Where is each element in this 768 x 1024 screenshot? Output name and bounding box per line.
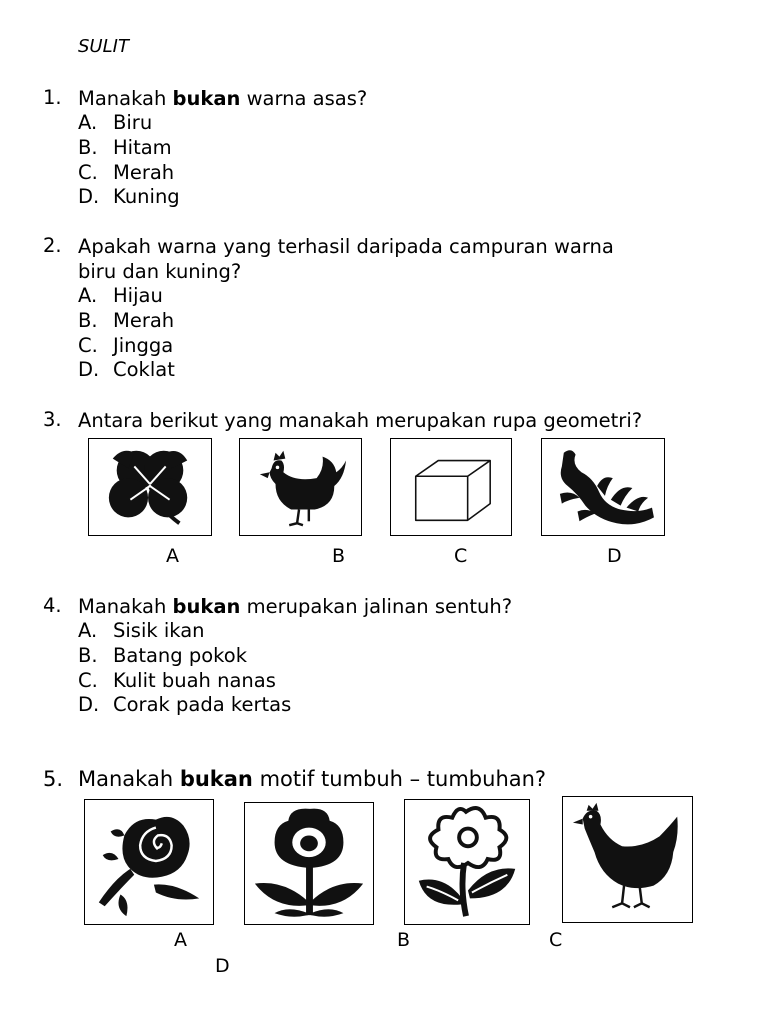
image-box-5c [404, 799, 530, 925]
option-1d: D. Kuning [78, 185, 180, 209]
option-2c: C. Jingga [78, 333, 174, 357]
question-4 [78, 594, 512, 718]
rooster-icon [240, 439, 361, 535]
option-2d: D. Coklat [78, 358, 175, 382]
option-1b: B. Hitam [78, 135, 172, 159]
image-box-5d [562, 796, 693, 923]
coral-branch-icon [542, 439, 664, 535]
image-box-3d [541, 438, 665, 536]
image-label-5b: B [397, 929, 411, 951]
image-box-5a [84, 799, 214, 925]
image-box-3a [88, 438, 212, 536]
image-label-5a: A [174, 929, 187, 951]
image-label-3d: D [607, 545, 622, 567]
option-2b: B. Merah [78, 308, 175, 332]
clover-leaf-icon [89, 439, 211, 535]
question-4-bold: bukan [172, 595, 241, 618]
daisy-flower-icon [405, 800, 529, 924]
image-label-3c: C [454, 545, 468, 567]
option-1c: C. Merah [78, 160, 175, 184]
question-1-text: Manakah bukan warna asas? [78, 87, 368, 110]
question-1-number: 1. [43, 86, 62, 109]
question-4-text: Manakah bukan merupakan jalinan sentuh? [78, 595, 513, 618]
question-2-text-line2: biru dan kuning? [78, 260, 242, 283]
image-label-5c: C [549, 929, 563, 951]
image-box-3b [239, 438, 362, 536]
image-label-3b: B [332, 545, 346, 567]
question-5-bold: bukan [179, 767, 253, 791]
hen-icon [563, 797, 692, 922]
image-label-5d: D [215, 955, 230, 977]
question-3-text: Antara berikut yang manakah merupakan rupa geometri? [78, 409, 643, 432]
tulip-flower-icon [245, 803, 373, 924]
question-4-number: 4. [43, 594, 62, 617]
cube-icon [391, 439, 511, 535]
rose-icon [85, 800, 213, 924]
question-2 [78, 234, 614, 383]
image-box-5b [244, 802, 374, 925]
question-1-bold: bukan [172, 87, 241, 110]
question-3-number: 3. [43, 408, 62, 431]
question-5-text: Manakah bukan motif tumbuh – tumbuhan? [78, 767, 547, 791]
image-label-3a: A [166, 545, 179, 567]
header-label: SULIT [78, 36, 129, 57]
option-4d: D. Corak pada kertas [78, 693, 292, 717]
option-1a: A. Biru [78, 111, 153, 134]
option-4a: A. Sisik ikan [78, 619, 205, 642]
question-2-number: 2. [43, 234, 62, 257]
question-5-number: 5. [43, 767, 64, 791]
question-2-text-line1: Apakah warna yang terhasil daripada campuran warna [78, 235, 614, 258]
option-4c: C. Kulit buah nanas [78, 668, 276, 692]
option-4b: B. Batang pokok [78, 643, 247, 667]
option-2a: A. Hijau [78, 284, 163, 307]
question-1 [78, 86, 367, 210]
image-box-3c [390, 438, 512, 536]
